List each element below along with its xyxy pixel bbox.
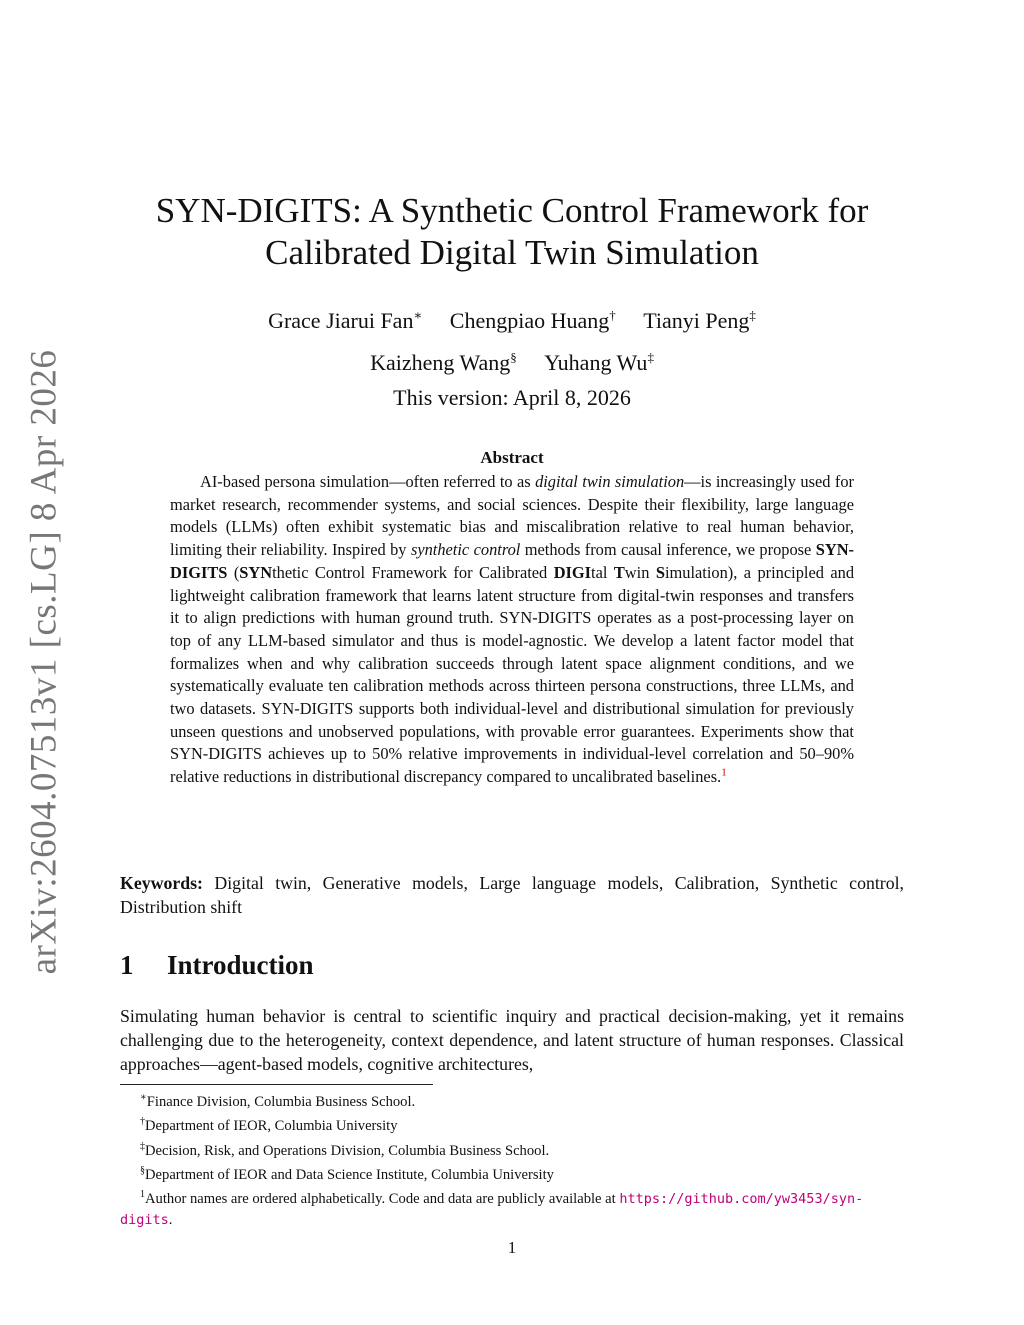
page-number: 1 (507, 1238, 517, 1257)
author: Grace Jiarui Fan∗ (268, 308, 423, 334)
abstract-heading: Abstract (480, 448, 544, 467)
footnote: ‡Decision, Risk, and Operations Division, Columbia Business School. (140, 1140, 550, 1159)
footnote: ∗Finance Division, Columbia Business School. (140, 1092, 416, 1110)
author: Kaizheng Wang§ (370, 349, 517, 375)
title-line-1: SYN-DIGITS: A Synthetic Control Framework for (155, 191, 869, 230)
author-list (120, 298, 904, 381)
section-title: Introduction (167, 950, 314, 980)
section-number: 1 (120, 950, 134, 980)
keywords-text: Digital twin, Generative models, Large language models, Calibration, Synthetic control, Distribution shift (120, 873, 904, 917)
intro-paragraph: Simulating human behavior is central to scientific inquiry and practical decision-making, yet it remains challenging due to the heterogeneity, context dependence, and latent structure of human responses. Classical approaches—agent-based models, cognitive architectures, (120, 1006, 904, 1074)
paper-title (120, 190, 904, 274)
keywords (120, 871, 904, 919)
author: Tianyi Peng‡ (643, 308, 756, 334)
footnote-ref-1[interactable]: 1 (721, 766, 727, 779)
abstract-text: AI-based persona simulation—often referred to as digital twin simulation—is increasingly used for market research, recommender systems, and social sciences. Despite their flexibility, large language models (LLMs) often exhibit systematic bias and miscalibration relative to real human behavior, limiting their reliability. Inspired by synthetic control methods from causal inference, we propose SYN-DIGITS (SYNthetic Control Framework for Calibrated DIGItal Twin Simulation), a principled and lightweight calibration framework that learns latent structure from digital-twin responses and transfers it to align predictions with human ground truth. SYN-DIGITS operates as a post-processing layer on top of any LLM-based simulator and thus is model-agnostic. We develop a latent factor model that formalizes when and why calibration succeeds through latent space alignment conditions, and we systematically evaluate ten calibration methods across thirteen persona constructions, three LLMs, and two datasets. SYN-DIGITS supports both individual-level and distributional simulation for previously unseen questions and unobserved populations, with provable error guarantees. Experiments show that SYN-DIGITS achieves up to 50% relative improvements in individual-level correlation and 50–90% relative reductions in distributional discrepancy compared to uncalibrated baselines.$^1$ (170, 472, 855, 787)
keywords-label: Keywords: (120, 873, 203, 893)
author: Yuhang Wu‡ (544, 349, 654, 375)
arxiv-stamp: arXiv:2604.07513v1 [cs.LG] 8 Apr 2026 (23, 349, 65, 975)
footnote: †Department of IEOR, Columbia University (140, 1116, 398, 1135)
footnote-rule (120, 1084, 433, 1085)
section-heading (120, 950, 904, 981)
code-repo-link[interactable]: https://github.com/yw3453/syn-digits (120, 1191, 864, 1228)
footnotes (120, 1088, 904, 1230)
footnote: $^1$Author names are ordered alphabetically. Code and data are publicly available at https://github.com/yw3453/syn-digits. (120, 1189, 864, 1228)
footnote: §Department of IEOR and Data Science Institute, Columbia University (140, 1165, 554, 1183)
author: Chengpiao Huang† (449, 308, 616, 334)
title-line-2: Calibrated Digital Twin Simulation (265, 233, 759, 272)
version-date: This version: April 8, 2026 (393, 385, 631, 410)
